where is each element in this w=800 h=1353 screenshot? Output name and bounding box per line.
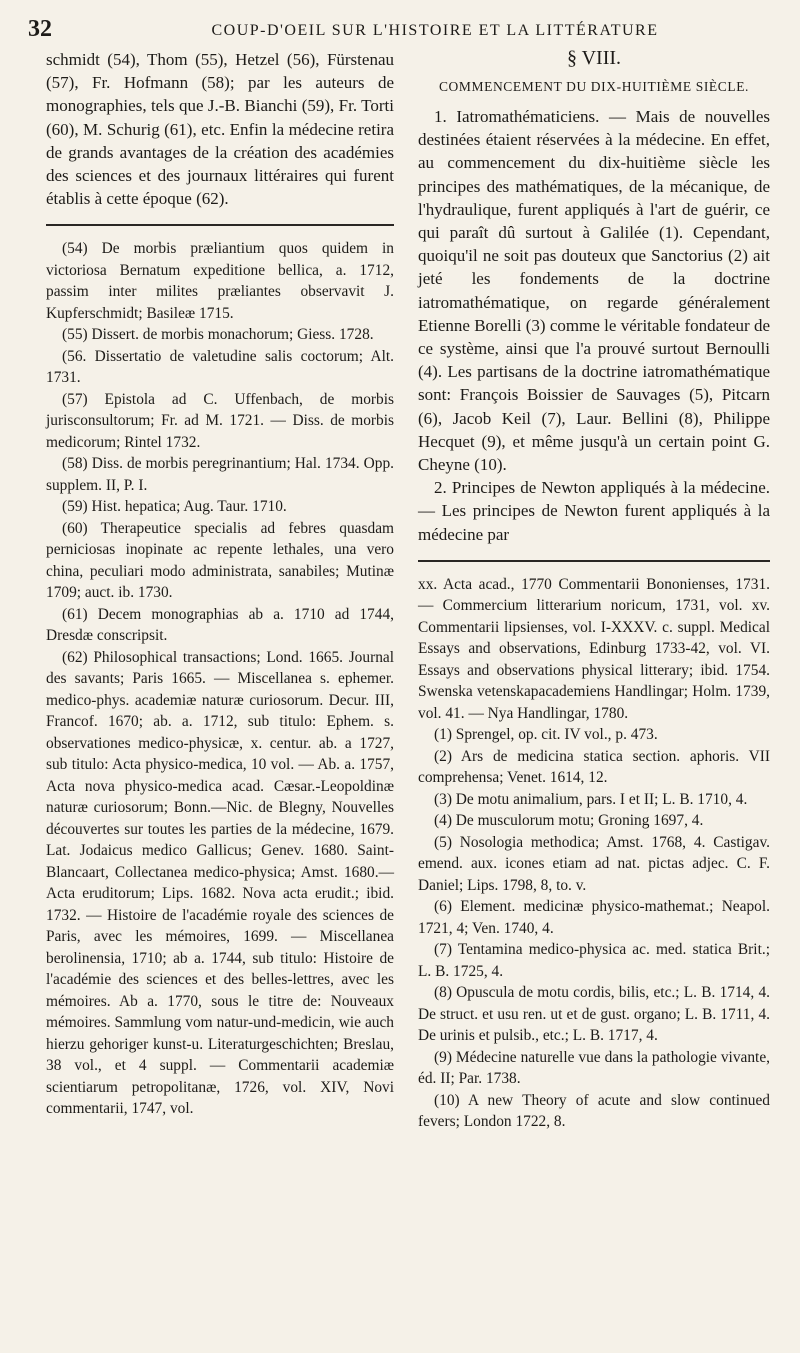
section-subtitle: COMMENCEMENT DU DIX-HUITIÈME SIÈCLE. (438, 78, 750, 94)
footnote: (8) Opuscula de motu cordis, bilis, etc.; L. B. 1714, 4. De struct. et usu ren. ut et de gust. organo; L. B. 1711, 4. De urinis et pulsib., etc.; L. B. 1717, 4. (418, 984, 770, 1045)
footnote: (4) De musculorum motu; Groning 1697, 4. (434, 812, 704, 830)
paragraph-newton: 2. Principes de Newton appliqués à la médecine. — Les principes de Newton furent appliqués à la médecine par (418, 478, 770, 544)
footnote: (3) De motu animalium, pars. I et II; L. B. 1710, 4. (434, 790, 748, 808)
footnote: (10) A new Theory of acute and slow continued fevers; London 1722, 8. (418, 1091, 770, 1131)
footnote: (1) Sprengel, op. cit. IV vol., p. 473. (434, 726, 658, 744)
right-footnotes (418, 574, 770, 1133)
footnote: (7) Tentamina medico-physica ac. med. statica Brit.; L. B. 1725, 4. (418, 941, 770, 980)
footnote-rule-left (46, 224, 394, 226)
footnote: (59) Hist. hepatica; Aug. Taur. 1710. (62, 498, 287, 516)
right-column (418, 48, 770, 1133)
left-main-text: schmidt (54), Thom (55), Hetzel (56), Fürstenau (57), Fr. Hofmann (58); par les auteurs de monographies, tels que J.-B. Bianchi (59), Fr. Torti (60), M. Schurig (61), etc. Enfin la médecine retira de grands avantages de la création des académies des sciences et des journaux littéraires qui furent établis à cette époque (62). (46, 50, 394, 209)
section-title: § VIII. (566, 47, 622, 69)
left-footnotes (46, 238, 394, 1120)
running-head (28, 14, 772, 42)
left-column (46, 48, 394, 1120)
footnote: (56. Dissertatio de valetudine salis coctorum; Alt. 1731. (46, 347, 394, 387)
footnote-continuation: xx. Acta acad., 1770 Commentarii Bononienses, 1731. — Commercium litterarium noricum, 1731, vol. xv. Commentarii lipsienses, vol. I-XXXV. c. suppl. Medical Essays and observations, Edinburg 1733-42, vol. VI. Essays and observations physical litterary; ibid. 1754. Swenska vetenskapacademiens Handlingar; Holm. 1739, vol. 41. — Nya Handlingar, 1780. (418, 575, 770, 722)
footnote: (6) Element. medicinæ physico-mathemat.; Neapol. 1721, 4; Ven. 1740, 4. (418, 898, 770, 937)
footnote: (61) Decem monographias ab a. 1710 ad 1744, Dresdæ conscripsit. (46, 605, 394, 645)
footnote: (62) Philosophical transactions; Lond. 1665. Journal des savants; Paris 1665. — Miscellanea s. ephemer. medico-phys. academiæ naturæ curiosorum. Decur. III, Francof. 1670; ab. a. 1712, sub titulo: Ephem. s. observationes medico-physicæ, x. centur. ab. a 1727, sub titulo: Acta physico-medica, 10 vol. — Ab. a. 1757, Acta nova physico-medica acad. Cæsar.-Leopoldinæ naturæ curiosorum; Bonn.—Nic. de Blegny, Nouvelles découvertes sur toutes les parties de la médecine, 1679. Lat. Jodaicus medico Gallicus; Genev. 1680. Saint-Blancaart, Collectanea medico-physica; Amst. 1680.— Acta eruditorum; Lips. 1682. Nova acta erudit.; ibid. 1732. — Histoire de l'académie royale des sciences de Paris, avec les mémoires, 1699. — Miscellanea berolinensia, 1710; ab a. 1744, sub titulo: Histoire de l'académie des sciences et des belles-lettres, avec les mémoires. Ab a. 1770, sous le titre de: Nouveaux mémoires. Sammlung vom natur-und-medicin, wie auch hierzu gehoriger kunst-u. Literaturgeschichten; Breslau, 38 vol., et 4 suppl. — Commentarii academiæ scientiarum petropolitanæ, 1726, vol. XIV, Novi commentarii, 1747, vol. (46, 648, 394, 1118)
footnote: (60) Therapeutice specialis ad febres quasdam perniciosas inopinate ac repente lethales, una vero china, peculiari modo administrata, sanabiles; Mutinæ 1709; auct. ib. 1730. (46, 519, 394, 602)
footnote: (5) Nosologia methodica; Amst. 1768, 4. Castigav. emend. aux. icones etiam ad nat. pictas adjec. C. F. Daniel; Lips. 1798, 8, to. v. (418, 833, 770, 894)
page-number: 32 (28, 16, 52, 42)
running-title: COUP-D'OEIL SUR L'HISTOIRE ET LA LITTÉRATURE (211, 22, 659, 39)
footnote: (2) Ars de medicina statica section. aphoris. VII comprehensa; Venet. 1614, 12. (418, 747, 770, 787)
footnote: (57) Epistola ad C. Uffenbach, de morbis jurisconsultorum; Fr. ad M. 1721. — Diss. de morbis medicorum; Rintel 1732. (46, 390, 394, 451)
footnote: (58) Diss. de morbis peregrinantium; Hal. 1734. Opp. supplem. II, P. I. (46, 455, 394, 494)
footnote: (55) Dissert. de morbis monachorum; Giess. 1728. (62, 326, 374, 344)
footnote: (54) De morbis præliantium quos quidem in victoriosa Bernatum expeditione bellica, a. 1712, passim inter milites præliantes observavit J. Kupferschmidt; Basileæ 1715. (46, 240, 394, 322)
footnote: (9) Médecine naturelle vue dans la pathologie vivante, éd. II; Par. 1738. (418, 1048, 770, 1088)
footnote-rule-right (418, 560, 770, 562)
paragraph-iatromathematiciens: 1. Iatromathématiciens. — Mais de nouvelles destinées étaient réservées à la médecine. En effet, au commencement du dix-huitième siècle les principes des mathématiques, de la mécanique, de l'hydraulique, furent appliqués à l'art de guérir, ce qui paraît dû surtout à Galilée (1). Cependant, quoiqu'il ne soit pas douteux que Sanctorius (2) ait jeté les fondements de la doctrine iatromathématique, on regarde généralement Etienne Borelli (3) comme le véritable fondateur de ce système, ainsi que l'a prouvé surtout Bernoulli (4). Les partisans de la doctrine iatromathématique sont: François Boissier de Sauvages (5), Pitcarn (6), Jacob Keil (7), Laur. Bellini (8), Philippe Hecquet (9), et même jusqu'à un certain point G. Cheyne (10). (418, 107, 770, 475)
